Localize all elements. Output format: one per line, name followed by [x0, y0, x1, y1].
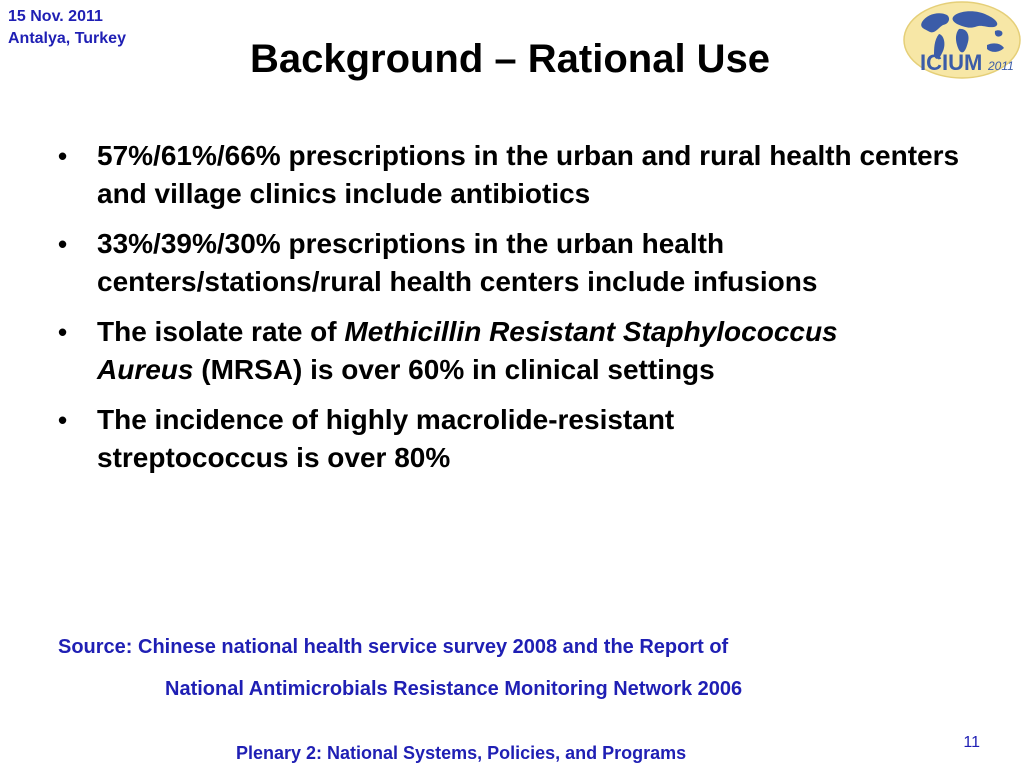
world-map-logo-icon: [900, 0, 1024, 84]
bullet-text-mrsa-prefix: The isolate rate of: [97, 316, 345, 347]
event-location: Antalya, Turkey: [8, 30, 126, 47]
bullet-text-infusions: 33%/39%/30% prescriptions in the urban health centers/stations/rural health centers include infusions: [97, 228, 818, 297]
bullet-text-mrsa-suffix: (MRSA) is over 60% in clinical settings: [193, 354, 715, 385]
bullet-text-macrolide: The incidence of highly macrolide-resistant streptococcus is over 80%: [97, 404, 675, 473]
event-date: 15 Nov. 2011: [8, 8, 103, 25]
bullet-dot-icon: •: [58, 229, 68, 259]
source-citation: [58, 632, 958, 704]
slide-page-number: 11: [963, 734, 980, 751]
slide-title: Background – Rational Use: [249, 37, 771, 81]
bullet-dot-icon: •: [58, 317, 68, 347]
bullet-item-macrolide: [58, 401, 857, 477]
bullet-item-antibiotics: [58, 137, 987, 213]
icium-logo: [900, 0, 1024, 84]
logo-icium-text: ICIUM: [920, 50, 983, 75]
bullet-item-mrsa: [58, 313, 887, 389]
event-date-location: [8, 6, 178, 50]
plenary-footer: Plenary 2: National Systems, Policies, and Programs: [236, 743, 687, 763]
bullet-text-antibiotics: 57%/61%/66% prescriptions in the urban and rural health centers and village clinics include antibiotics: [97, 140, 960, 209]
logo-year-text: 2011: [988, 59, 1014, 73]
source-line-1: Source: Chinese national health service survey 2008 and the Report of: [58, 636, 729, 658]
bullet-text-mrsa-organism: Methicillin Resistant Staphylococcus Aureus: [97, 316, 838, 385]
bullet-dot-icon: •: [58, 405, 68, 435]
bullet-dot-icon: •: [58, 141, 68, 171]
source-line-2: National Antimicrobials Resistance Monitoring Network 2006: [165, 678, 743, 700]
bullet-list: [58, 137, 958, 489]
bullet-item-infusions: [58, 225, 867, 301]
